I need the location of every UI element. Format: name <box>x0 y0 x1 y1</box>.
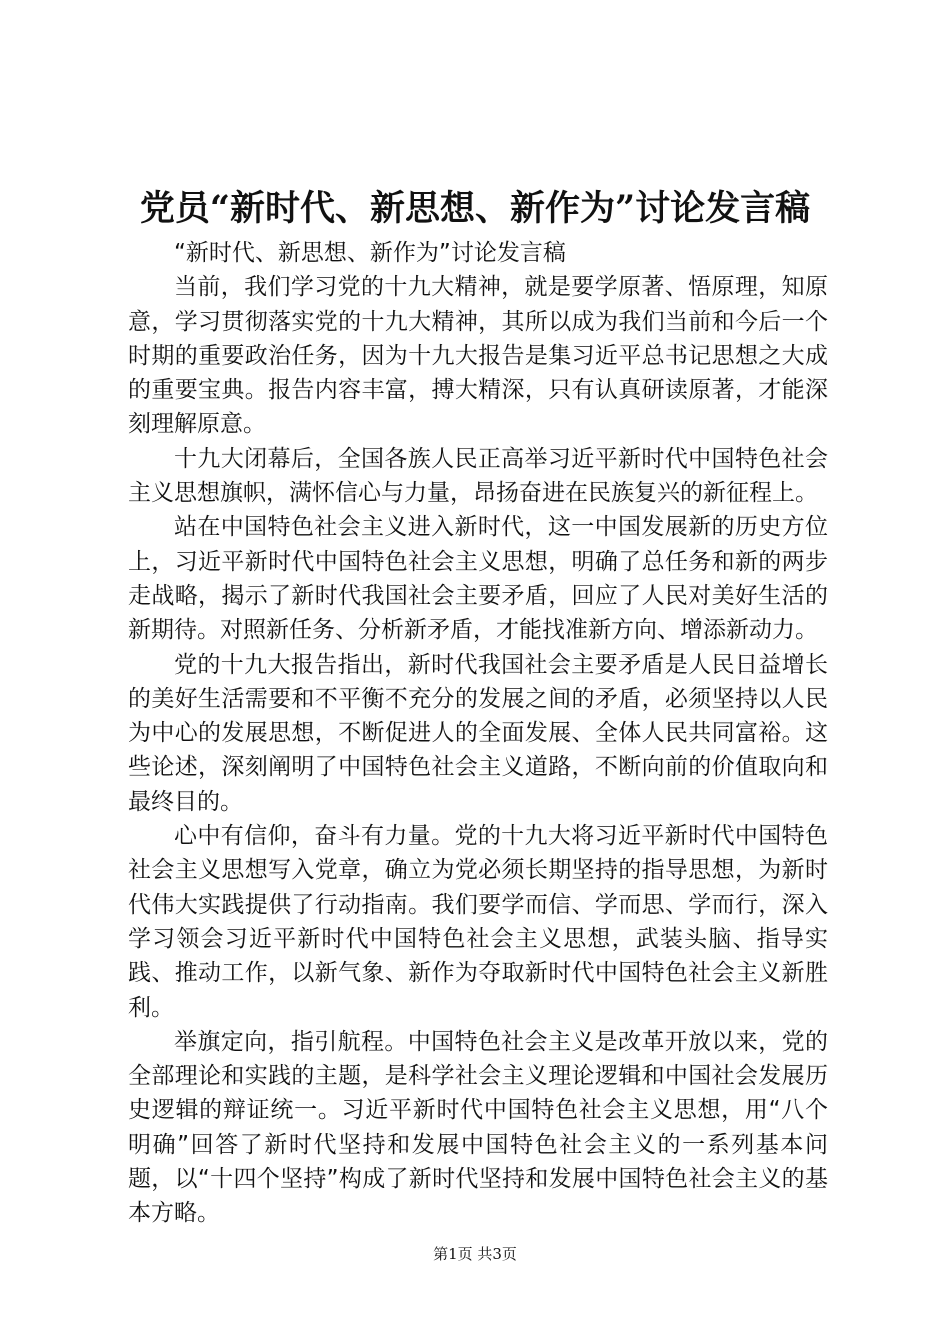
document-title: 党员“新时代、新思想、新作为”讨论发言稿 <box>139 188 811 229</box>
paragraph-subtitle: “新时代、新思想、新作为”讨论发言稿 <box>174 240 566 266</box>
page-number-footer: 第1页 共3页 <box>433 1245 517 1263</box>
document-body <box>128 236 828 1231</box>
paragraph: 十九大闭幕后，全国各族人民正高举习近平新时代中国特色社会主义思想旗帜，满怀信心与力量，昂扬奋进在民族复兴的新征程上。 <box>128 445 828 507</box>
paragraph: 心中有信仰，奋斗有力量。党的十九大将习近平新时代中国特色社会主义思想写入党章，确立为党必须长期坚持的指导思想，为新时代伟大实践提供了行动指南。我们要学而信、学而思、学而行，深入学习领会习近平新时代中国特色社会主义思想，武装头脑、指导实践、推动工作，以新气象、新作为夺取新时代中国特色社会主义新胜利。 <box>128 823 828 1021</box>
paragraph: 当前，我们学习党的十九大精神，就是要学原著、悟原理，知原意，学习贯彻落实党的十九大精神，其所以成为我们当前和今后一个时期的重要政治任务，因为十九大报告是集习近平总书记思想之大成的重要宝典。报告内容丰富，搏大精深，只有认真研读原著，才能深刻理解原意。 <box>128 274 828 438</box>
paragraph: 党的十九大报告指出，新时代我国社会主要矛盾是人民日益增长的美好生活需要和不平衡不充分的发展之间的矛盾，必须坚持以人民为中心的发展思想，不断促进人的全面发展、全体人民共同富裕。这些论述，深刻阐明了中国特色社会主义道路，不断向前的价值取向和最终目的。 <box>128 651 828 815</box>
paragraph: 举旗定向，指引航程。中国特色社会主义是改革开放以来，党的全部理论和实践的主题，是科学社会主义理论逻辑和中国社会发展历史逻辑的辩证统一。习近平新时代中国特色社会主义思想，用“八个明确”回答了新时代坚持和发展中国特色社会主义的一系列基本问题，以“十四个坚持”构成了新时代坚持和发展中国特色社会主义的基本方略。 <box>128 1028 828 1227</box>
paragraph: 站在中国特色社会主义进入新时代，这一中国发展新的历史方位上，习近平新时代中国特色社会主义思想，明确了总任务和新的两步走战略，揭示了新时代我国社会主要矛盾，回应了人民对美好生活的新期待。对照新任务、分析新矛盾，才能找准新方向、增添新动力。 <box>128 514 828 644</box>
